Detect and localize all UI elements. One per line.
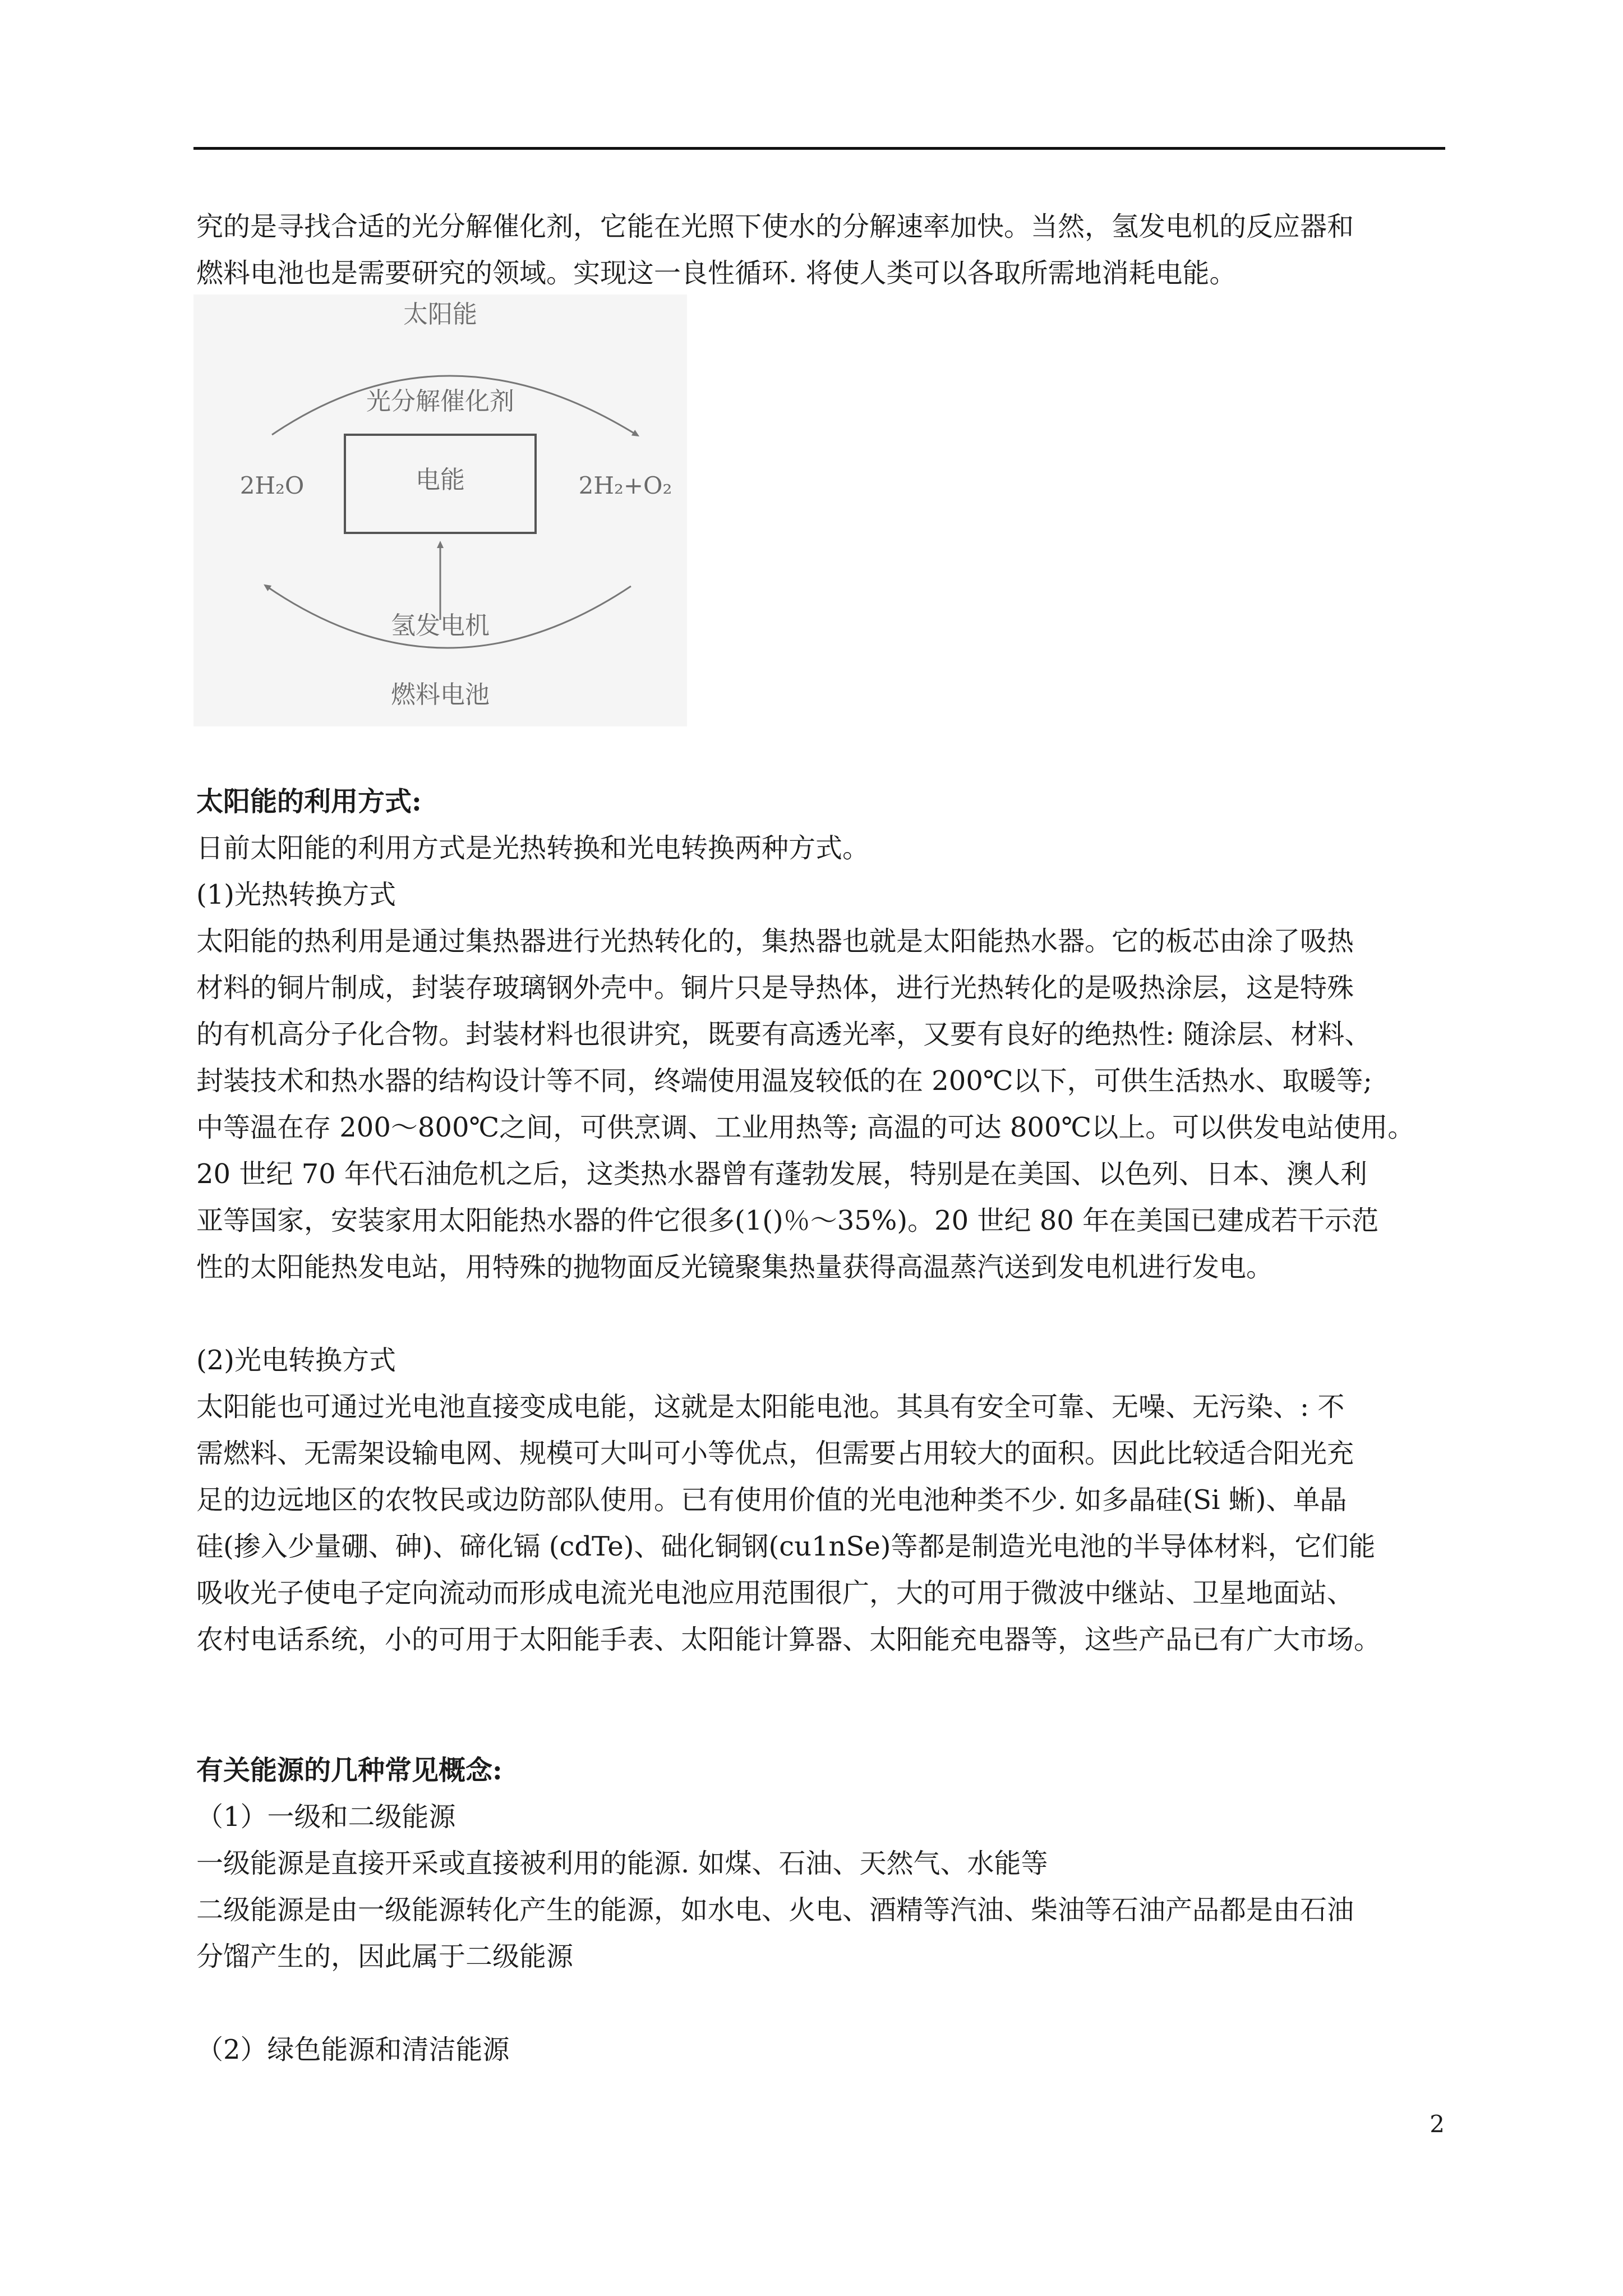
paragraph-line: （1）一级和二级能源 [196,1801,456,1833]
paragraph-line: 农村电话系统，小的可用于太阳能手表、太阳能计算器、太阳能充电器等，这些产品已有广大市场。 [196,1624,1381,1655]
diagram-right-label: 2H₂+O₂ [578,472,672,499]
paragraph-line: 一级能源是直接开采或直接被利用的能源. 如煤、石油、天然气、水能等 [196,1848,1048,1879]
paragraph-line: （2）绿色能源和清洁能源 [196,2034,510,2065]
section-solar-utilization [196,779,1447,1663]
blank-line [196,1291,1447,1337]
intro-line-2: 燃料电池也是需要研究的领域。实现这一良性循环. 将使人类可以各取所需地消耗电能。 [196,257,1237,289]
intro-line-1: 究的是寻找合适的光分解催化剂，它能在光照下使水的分解速率加快。当然，氢发电机的反应器和 [196,211,1354,242]
page-number: 2 [1430,2110,1445,2138]
paragraph-line: 需燃料、无需架设输电网、规模可大叫可小等优点，但需要占用较大的面积。因此比较适合阳光充 [196,1438,1354,1469]
section-heading: 太阳能的利用方式: [196,786,422,817]
section-energy-concepts [196,1747,1447,2073]
paragraph-line: 亚等国家，安装家用太阳能热水器的件它很多(1()％～35%)。20 世纪 80 年在美国已建成若干示范 [196,1205,1379,1236]
diagram-box-label: 电能 [416,466,465,494]
paragraph-line: 性的太阳能热发电站，用特殊的抛物面反光镜聚集热量获得高温蒸汽送到发电机进行发电。 [196,1251,1274,1283]
paragraph-line: 太阳能也可通过光电池直接变成电能，这就是太阳能电池。其具有安全可靠、无噪、无污染、: 不 [196,1391,1345,1423]
paragraph-line: 太阳能的热利用是通过集热器进行光热转化的，集热器也就是太阳能热水器。它的板芯由涂了吸热 [196,926,1354,957]
paragraph-line: 材料的铜片制成，封装存玻璃钢外壳中。铜片只是导热体，进行光热转化的是吸热涂层，这是特殊 [196,972,1354,1004]
paragraph-line: 分馏产生的，因此属于二级能源 [196,1941,574,1972]
paragraph-line: 中等温在存 200～800℃之间，可供烹调、工业用热等; 高温的可达 800℃以上。可以供发电站使用。 [196,1112,1415,1143]
paragraph-line: 日前太阳能的利用方式是光热转换和光电转换两种方式。 [196,832,870,864]
section-heading: 有关能源的几种常见概念: [196,1755,502,1786]
diagram-background [193,295,687,726]
diagram-bottom-label: 燃料电池 [391,680,490,709]
paragraph-line: 20 世纪 70 年代石油危机之后，这类热水器曾有蓬勃发展，特别是在美国、以色列、日本、澳人利 [196,1158,1367,1190]
paragraph-line: 硅(掺入少量硼、砷)、碲化镉 (cdTe)、础化铜钢(cu1nSe)等都是制造光电池的半导体材料，它们能 [196,1531,1376,1562]
paragraph-line: 足的边远地区的农牧民或边防部队使用。已有使用价值的光电池种类不少. 如多晶硅(Si 蜥)、单晶 [196,1484,1347,1516]
diagram-catalyst-label: 光分解催化剂 [366,387,514,416]
paragraph-line: (1)光热转换方式 [196,879,396,910]
diagram-top-label: 太阳能 [403,300,477,329]
paragraph-line: 吸收光子使电子定向流动而形成电流光电池应用范围很广，大的可用于微波中继站、卫星地面站、 [196,1577,1354,1609]
water-cycle-diagram [193,295,687,726]
paragraph-line: 二级能源是由一级能源转化产生的能源，如水电、火电、酒精等汽油、柴油等石油产品都是由石油 [196,1894,1354,1926]
intro-paragraph [196,204,1447,297]
paragraph-line: 封装技术和热水器的结构设计等不同，终端使用温岌较低的在 200℃以下，可供生活热水、取暖等; [196,1065,1372,1097]
diagram-generator-label: 氢发电机 [391,611,490,640]
header-rule [193,147,1445,150]
paragraph-line: 的有机高分子化合物。封装材料也很讲究，既要有高透光率，又要有良好的绝热性: 随涂层、材料、 [196,1019,1372,1050]
paragraph-line: (2)光电转换方式 [196,1345,396,1376]
diagram-left-label: 2H₂O [239,472,305,499]
blank-line [196,1980,1447,2027]
